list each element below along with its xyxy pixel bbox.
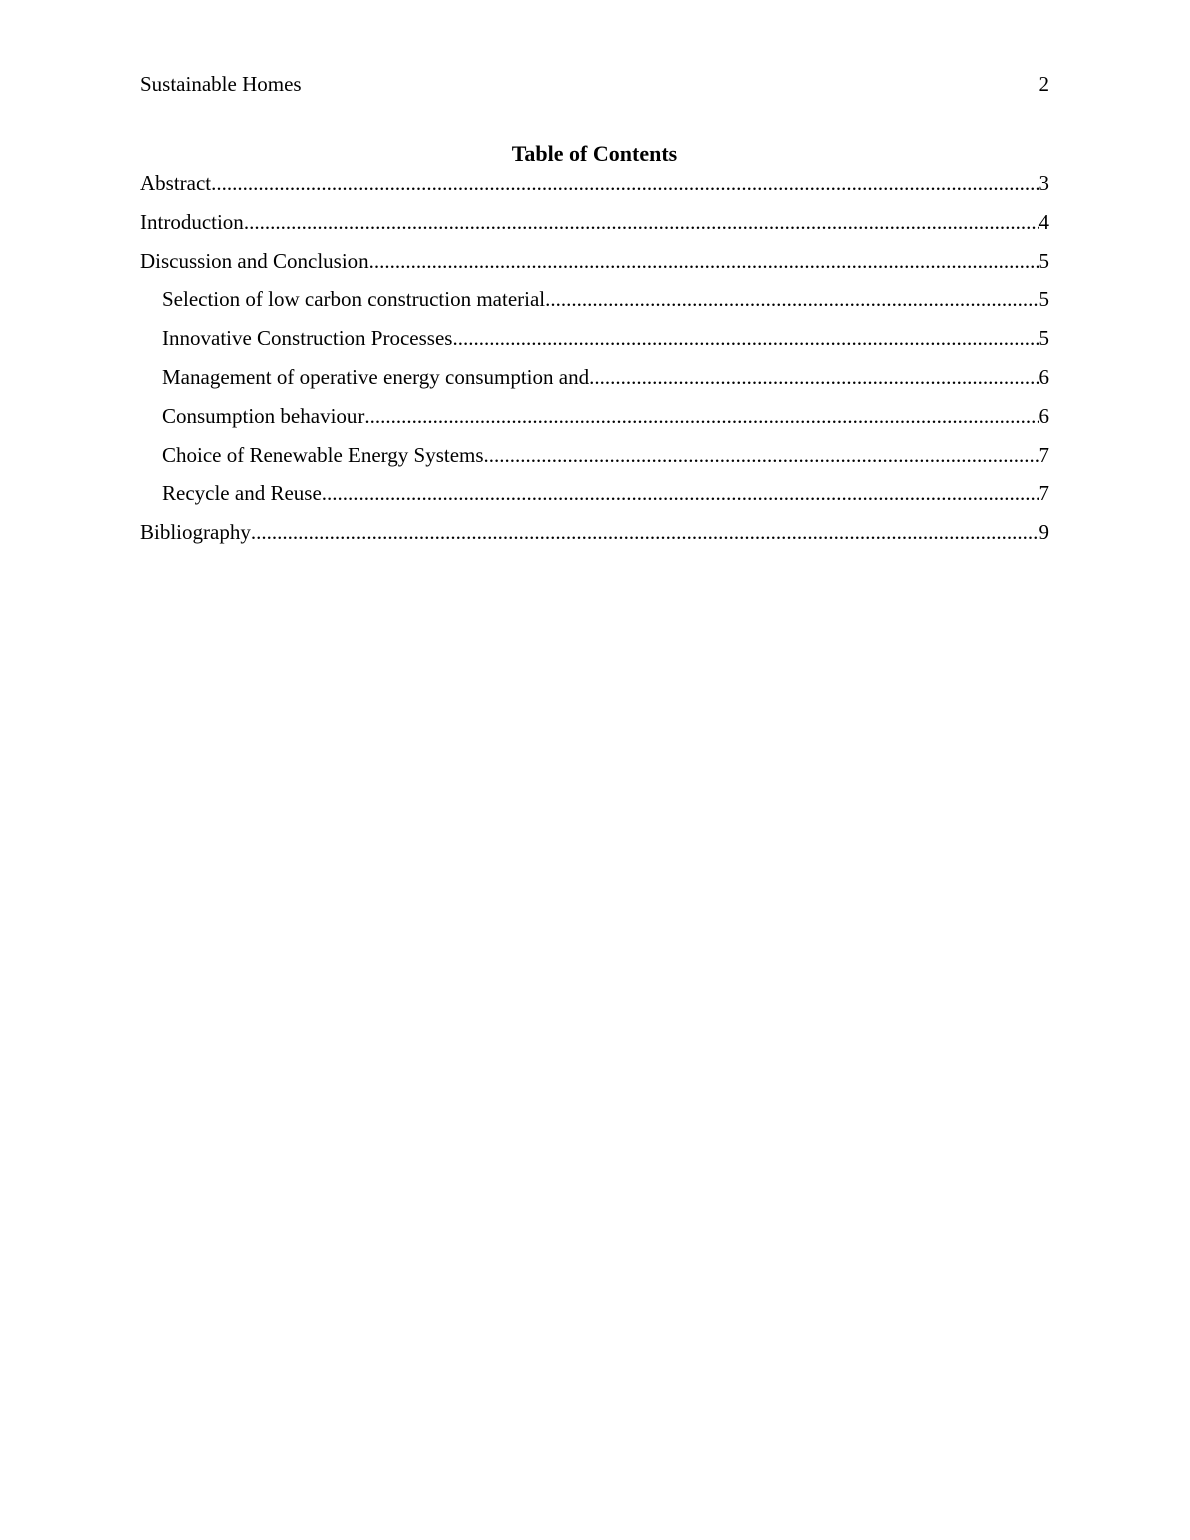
toc-entry-abstract[interactable] [140,169,1049,208]
toc-dot-leader [589,363,1038,391]
toc-entry-consumption-behaviour[interactable] [140,402,1049,441]
toc-dot-leader [251,518,1039,546]
toc-entry-label: Abstract [140,171,212,195]
toc-entry-page: 7 [1038,442,1049,467]
toc-entry-label: Innovative Construction Processes [162,326,453,351]
toc-entry-discussion-and-conclusion[interactable] [140,247,1049,286]
toc-entry-bibliography[interactable] [140,518,1049,557]
toc-dot-leader [452,324,1038,352]
toc-entry-recycle-and-reuse[interactable] [140,479,1049,518]
toc-dot-leader [322,479,1039,507]
toc-dot-leader [545,285,1038,313]
toc-entry-label: Discussion and Conclusion [140,248,369,273]
toc-entry-page: 6 [1038,364,1049,389]
toc-entry-label: Selection of low carbon construction material [162,287,546,312]
toc-entry-page: 5 [1038,248,1049,273]
toc-entry-page: 7 [1038,481,1049,506]
toc-entry-page: 4 [1038,209,1049,234]
toc-entry-introduction[interactable] [140,208,1049,247]
toc-dot-leader [484,441,1039,469]
toc-entry-page: 3 [1038,171,1049,195]
toc-entry-low-carbon-material[interactable] [140,285,1049,324]
toc-entry-label: Bibliography [140,520,251,545]
toc-entry-label: Consumption behaviour [162,403,365,428]
toc-entry-label: Management of operative energy consumption and [162,364,590,389]
toc-entry-innovative-construction[interactable] [140,324,1049,363]
toc-dot-leader [364,402,1038,430]
toc-entry-page: 5 [1038,287,1049,312]
toc-entry-renewable-energy[interactable] [140,441,1049,480]
toc-heading: Table of Contents [511,141,678,166]
toc-dot-leader [244,208,1039,236]
toc-entry-page: 6 [1038,403,1049,428]
toc-entry-label: Choice of Renewable Energy Systems [162,442,484,467]
toc-entry-operative-energy[interactable] [140,363,1049,402]
toc-dot-leader [369,247,1039,275]
toc-entry-label: Recycle and Reuse [162,481,322,506]
toc-entry-label: Introduction [140,209,244,234]
toc-entry-page: 9 [1038,520,1049,545]
table-of-contents [140,169,1049,557]
toc-dot-leader [211,169,1038,197]
running-title: Sustainable Homes [140,72,302,96]
page-number: 2 [1038,72,1049,96]
page-header [140,70,1049,98]
toc-entry-page: 5 [1038,326,1049,351]
